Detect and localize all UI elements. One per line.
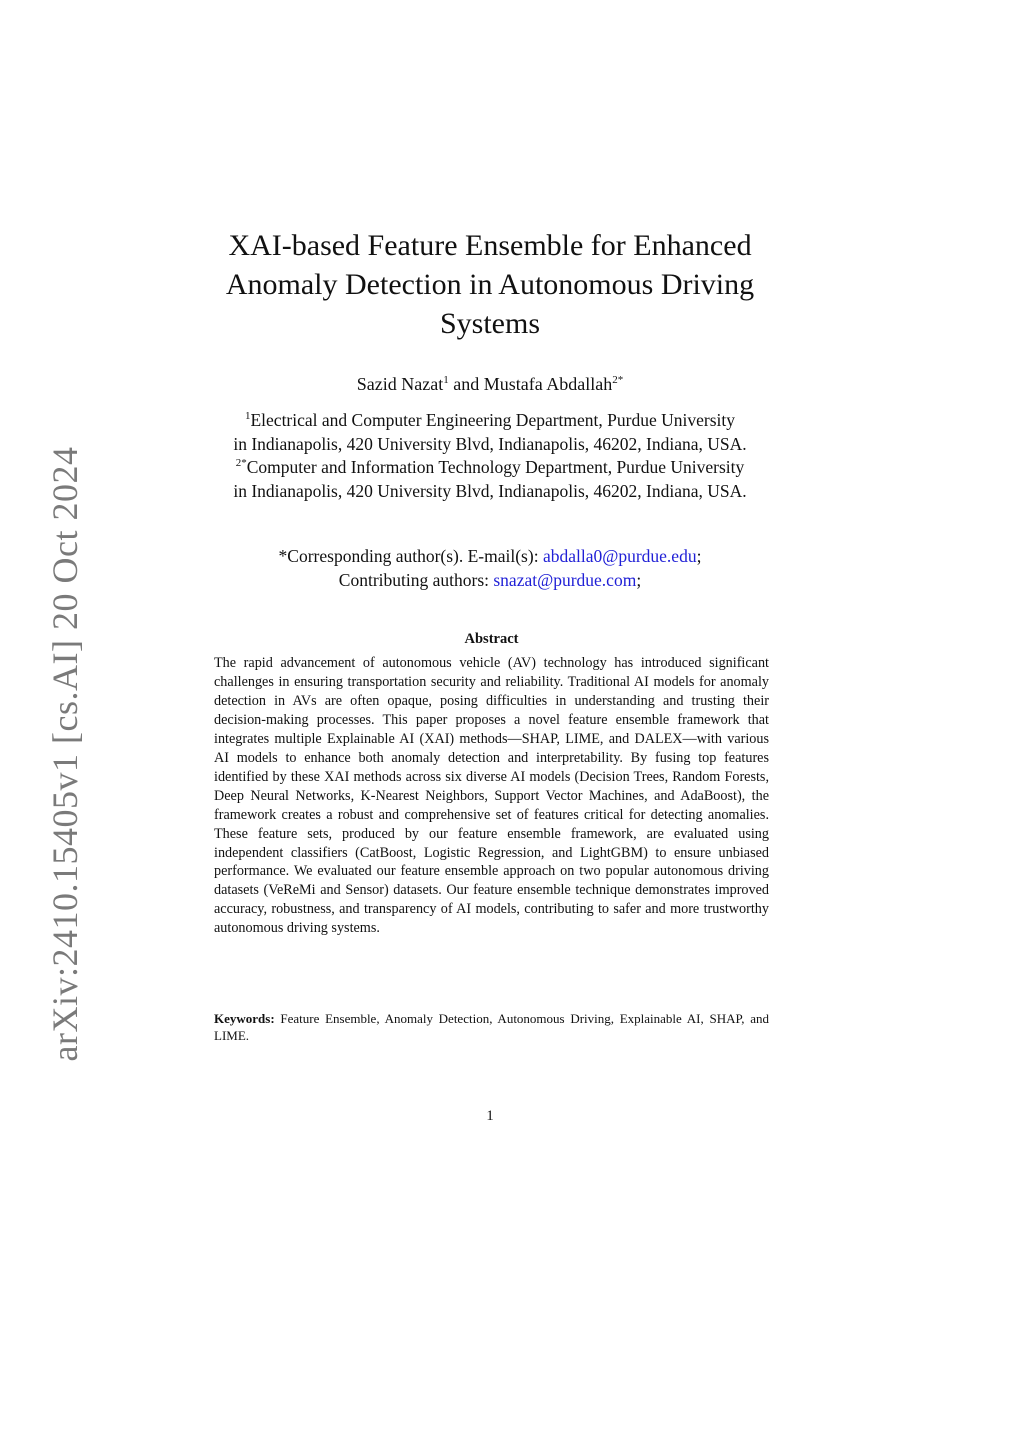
author-name: Mustafa Abdallah	[483, 374, 613, 394]
affiliation-line: Computer and Information Technology Department, Purdue University	[246, 457, 745, 477]
author-affiliation-mark: 2*	[612, 374, 624, 386]
arxiv-identifier-stamp: arXiv:2410.15405v1 [cs.AI] 20 Oct 2024	[45, 446, 85, 1062]
line-terminator: ;	[636, 570, 642, 590]
author-name: Sazid Nazat	[356, 374, 444, 394]
affiliation-line: in Indianapolis, 420 University Blvd, Indianapolis, 46202, Indiana, USA.	[233, 433, 747, 454]
contributing-authors-line	[200, 568, 780, 592]
abstract-heading: Abstract	[464, 631, 519, 647]
affiliation-line: in Indianapolis, 420 University Blvd, Indianapolis, 46202, Indiana, USA.	[233, 480, 747, 501]
corresponding-email-link[interactable]: abdalla0@purdue.edu	[542, 546, 697, 566]
author-affiliation-mark: 1	[443, 374, 449, 386]
affiliation-block	[170, 409, 810, 503]
author-list	[200, 372, 780, 396]
correspondence-block	[200, 544, 780, 592]
affiliation-mark: 2*	[235, 457, 247, 470]
affiliation-mark: 1	[244, 410, 251, 423]
contributing-prefix: Contributing authors:	[338, 570, 494, 590]
author-conjunction: and	[453, 374, 480, 394]
contributing-email-link[interactable]: snazat@purdue.com	[493, 570, 637, 590]
abstract-text: The rapid advancement of autonomous vehicle (AV) technology has introduced significant challenges in ensuring transportation security and reliability. Traditional AI models for anomaly detection in AVs are often opaque, posing difficulties in understanding and trusting their decision-making processes. This paper proposes a novel feature ensemble framework that integrates multiple Explainable AI (XAI) methods—SHAP, LIME, and DALEX—with various AI models to enhance both anomaly detection and interpretability. By fusing top features identified by these XAI methods across six diverse AI models (Decision Trees, Random Forests, Deep Neural Networks, K-Nearest Neighbors, Support Vector Machines, and AdaBoost), the framework creates a robust and comprehensive set of features critical for detecting anomalies. These feature sets, produced by our feature ensemble framework, are evaluated using independent classifiers (CatBoost, Logistic Regression, and LightGBM) to ensure unbiased performance. We evaluated our feature ensemble approach on two popular autonomous driving datasets (VeReMi and Sensor) datasets. Our feature ensemble technique demonstrates improved accuracy, robustness, and transparency of AI models, contributing to safer and more trustworthy autonomous driving systems.	[214, 655, 769, 937]
affiliation-line: Electrical and Computer Engineering Department, Purdue University	[250, 410, 735, 430]
keywords-label: Keywords:	[214, 1011, 275, 1026]
affiliation	[170, 409, 810, 456]
title-line: XAI-based Feature Ensemble for Enhanced	[228, 229, 752, 262]
title-line: Systems	[439, 307, 541, 340]
corresponding-author-line	[200, 544, 780, 568]
page-number: 1	[486, 1108, 494, 1124]
line-terminator: ;	[696, 546, 702, 566]
corresponding-prefix: *Corresponding author(s). E-mail(s):	[278, 546, 543, 566]
title-line: Anomaly Detection in Autonomous Driving	[225, 268, 755, 301]
keywords	[214, 1011, 769, 1044]
affiliation	[170, 456, 810, 503]
keywords-text: Feature Ensemble, Anomaly Detection, Autonomous Driving, Explainable AI, SHAP, and LIME.	[214, 1011, 769, 1043]
paper-title	[200, 226, 780, 343]
